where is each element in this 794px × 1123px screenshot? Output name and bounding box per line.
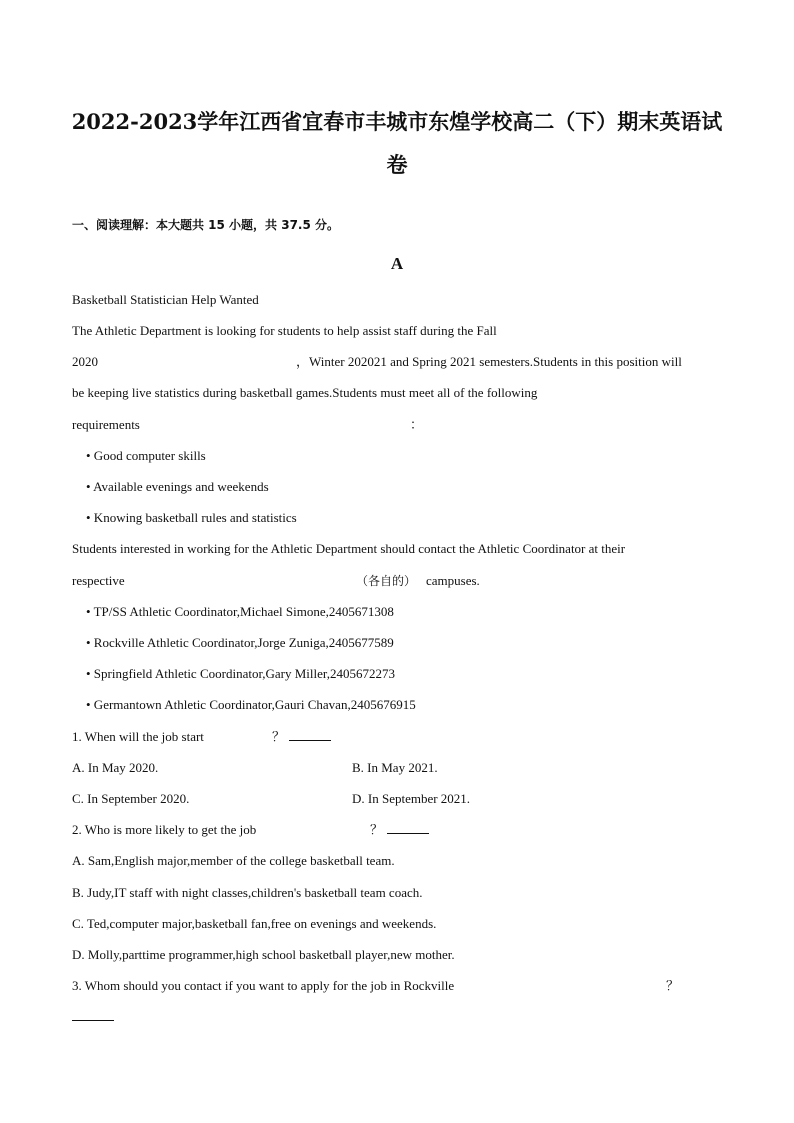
answer-option[interactable]: B. In May 2021. (352, 760, 438, 775)
answer-blank[interactable] (387, 821, 429, 834)
vocab-gloss: （各自的） (356, 574, 417, 588)
answer-option[interactable]: C. In September 2020. (72, 791, 190, 806)
passage-label: A (390, 254, 404, 273)
passage-text-line: ，Winter 202021 and Spring 2021 semesters.Students in this position will (296, 354, 682, 369)
exam-title (60, 100, 734, 186)
requirement-item: • Knowing basketball rules and statistics (86, 510, 297, 525)
contact-item: • Germantown Athletic Coordinator,Gauri Chavan,2405676915 (86, 697, 416, 712)
question-mark: ？ (370, 822, 384, 837)
answer-blank[interactable] (289, 728, 331, 741)
answer-blank[interactable] (72, 1008, 114, 1021)
question-mark: ？ (272, 729, 286, 744)
question-stem: 2. Who is more likely to get the job (72, 822, 257, 837)
question-stem: 3. Whom should you contact if you want to apply for the job in Rockville (72, 978, 455, 993)
passage-text-line: campuses. (426, 573, 480, 588)
answer-option[interactable]: D. Molly,parttime programmer,high school basketball player,new mother. (72, 947, 455, 962)
question-answer-blank[interactable] (370, 821, 429, 839)
answer-option[interactable]: B. Judy,IT staff with night classes,children's basketball team coach. (72, 885, 423, 900)
question-stem: 1. When will the job start (72, 729, 204, 744)
requirement-item: • Good computer skills (86, 448, 206, 463)
answer-option[interactable]: A. Sam,English major,member of the college basketball team. (72, 853, 395, 868)
answer-option[interactable]: A. In May 2020. (72, 760, 159, 775)
contact-item: • Springfield Athletic Coordinator,Gary Miller,2405672273 (86, 666, 395, 681)
answer-option[interactable]: C. Ted,computer major,basketball fan,free on evenings and weekends. (72, 916, 437, 931)
contact-item: • TP/SS Athletic Coordinator,Michael Simone,2405671308 (86, 604, 394, 619)
answer-option[interactable]: D. In September 2021. (352, 791, 471, 806)
contact-item: • Rockville Athletic Coordinator,Jorge Zuniga,2405677589 (86, 635, 394, 650)
exam-title-line2: 卷 (386, 152, 408, 177)
passage-text-line: 2020 (72, 354, 98, 369)
passage-text-line: be keeping live statistics during basketball games.Students must meet all of the following (72, 385, 538, 400)
passage-text-line: ： (410, 417, 424, 432)
passage-heading: Basketball Statistician Help Wanted (72, 292, 259, 307)
question-answer-blank[interactable] (72, 1008, 114, 1026)
passage-text-line: respective (72, 573, 125, 588)
passage-text-line: Students interested in working for the Athletic Department should contact the Athletic Coordinator at their (72, 541, 626, 556)
requirement-item: • Available evenings and weekends (86, 479, 269, 494)
question-answer-blank[interactable] (272, 728, 331, 746)
passage-text-line: requirements (72, 417, 140, 432)
section-heading: 一、阅读理解：本大题共 15 小题，共 37.5 分。 (72, 218, 340, 232)
exam-title-line1: 2022-2023学年江西省宜春市丰城市东煌学校高二（下）期末英语试 (71, 109, 723, 134)
passage-text-line: The Athletic Department is looking for students to help assist staff during the Fall (72, 323, 497, 338)
question-mark: ？ (666, 978, 680, 993)
